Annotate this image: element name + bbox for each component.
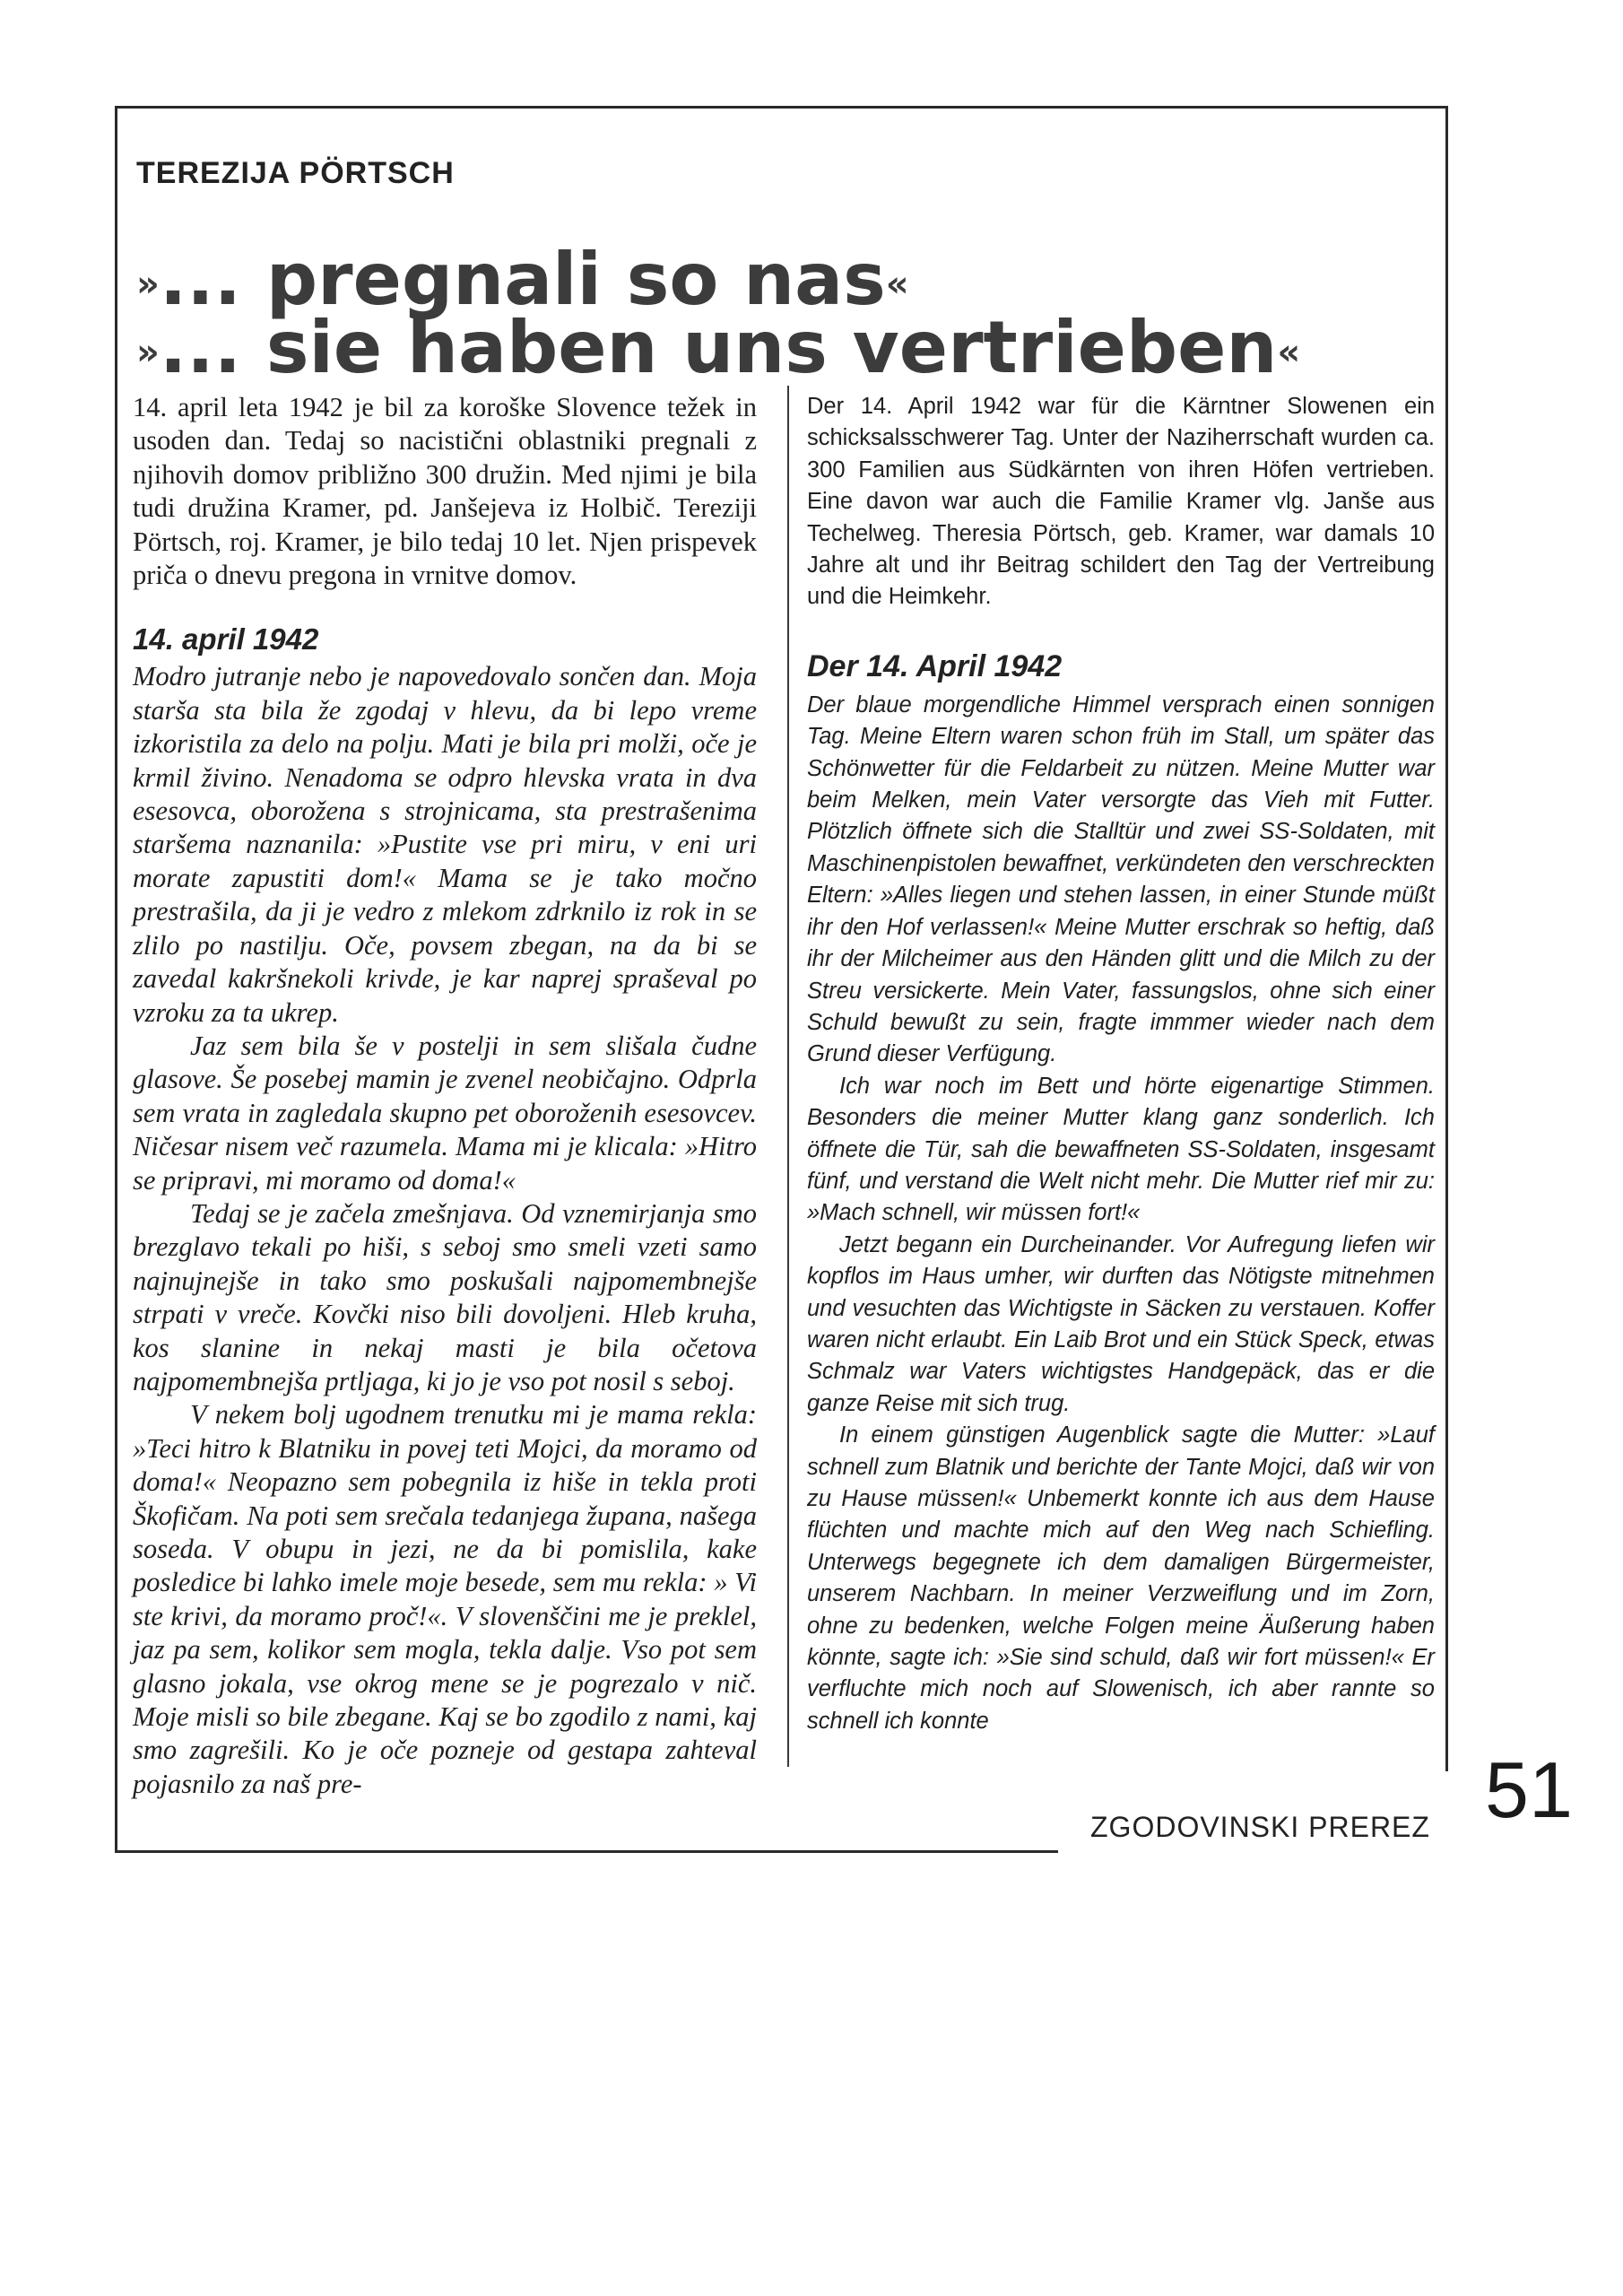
slovene-paragraph: Modro jutranje nebo je napovedovalo sončen dan. Moja starša sta bila že zgodaj v hlevu, da bi lepo vreme izkoristila za delo na polju. Mati je bila pri molži, oče je krmil živino. Nenadoma se odpro hlevska vrata in dva esesovca, oborožena s strojnicama, sta prestrašenima staršema naznanila: »Pustite vse pri miru, v eni uri morate zapustiti dom!« Mama se je tako močno prestrašila, da ji je vedro z mlekom zdrknilo iz rok in se zlilo po nastilju. Oče, povsem zbegan, na da bi se zavedal kakršnekoli krivde, je kar naprej spraševal po vzroku za ta ukrep. <box>133 661 757 1028</box>
quote-close-mark: « <box>1277 332 1301 374</box>
article-author: TEREZIJA PÖRTSCH <box>136 156 455 190</box>
slovene-paragraph: Jaz sem bila še v postelji in sem slišala čudne glasove. Še posebej mamin je zvenel neobičajno. Odprla sem vrata in zagledala skupno pet oboroženih esesovcev. Ničesar nisem več razumela. Mama mi je klicala: »Hitro se pripravi, mi moramo od doma!« <box>133 1030 757 1196</box>
slovene-paragraph: Tedaj se je začela zmešnjava. Od vznemirjanja smo brezglavo tekali po hiši, s seboj smo smeli vzeti samo najnujnejše in tako smo poskušali najpomembnejše strpati v vreče. Kovčki niso bili dovoljeni. Hleb kruha, kos slanine in nekaj masti je bila očetova najpomembnejša prtljaga, ki jo je vso pot nosil s seboj. <box>133 1197 757 1396</box>
frame-right-rule <box>1445 106 1448 1771</box>
german-paragraph: Der blaue morgendliche Himmel versprach einen sonnigen Tag. Meine Eltern waren schon früh im Stall, um später das Schönwetter für die Feldarbeit zu nützen. Meine Mutter war beim Melken, mein Vater versorgte das Vieh mit Futter. Plötzlich öffnete sich die Stalltür und zwei SS-Soldaten, mit Maschinenpistolen bewaffnet, verkündeten den verschreckten Eltern: »Alles liegen und stehen lassen, in einer Stunde müßt ihr den Hof verlassen!« Meine Mutter erschrak so heftig, daß ihr der Milcheimer aus den Händen glitt und die Milch zu der Streu versickerte. Mein Vater, fassungslos, ohne sich einer Schuld bewußt zu sein, fragte immmer wieder nach dem Grund dieser Verfügung. <box>807 691 1435 1067</box>
slovene-column <box>133 391 757 1801</box>
quote-open-mark: » <box>136 332 160 374</box>
headline-slovene-text: ... pregnali so nas <box>159 238 886 321</box>
headline-slovene <box>136 238 909 321</box>
page-number: 51 <box>1485 1745 1573 1834</box>
slovene-section-heading: 14. april 1942 <box>133 622 319 657</box>
german-paragraph: Jetzt begann ein Durcheinander. Vor Aufregung liefen wir kopflos im Haus umher, wir durften das Nötigste mitnehmen und vesuchten das Wichtigste in Säcken zu verstauen. Koffer waren nicht erlaubt. Ein Laib Brot und ein Stück Speck, etwas Schmalz war Vaters wichtigstes Handgepäck, das er die ganze Reise mit sich trug. <box>807 1231 1435 1416</box>
quote-open-mark: » <box>136 264 160 306</box>
german-section-heading: Der 14. April 1942 <box>807 648 1063 683</box>
headline-german-text: ... sie haben uns vertrieben <box>159 306 1278 389</box>
frame-top-rule <box>115 106 1448 109</box>
column-divider <box>787 386 789 1767</box>
headline-german <box>136 306 1301 389</box>
german-paragraph: In einem günstigen Augenblick sagte die Mutter: »Lauf schnell zum Blatnik und berichte der Tante Mojci, daß wir von zu Hause müssen!« Unbemerkt konnte ich aus dem Hause flüchten und machte mich auf den Weg nach Schiefling. Unterwegs begegnete ich dem damaligen Bürgermeister, unserem Nachbarn. In meiner Verzweiflung und im Zorn, ohne zu bedenken, welche Folgen meine Äußerung haben könnte, sagte ich: »Sie sind schuld, daß wir fort müssen!« Er verfluchte mich noch auf Slowenisch, ich aber rannte so schnell ich konnte <box>807 1422 1435 1734</box>
german-intro: Der 14. April 1942 war für die Kärntner Slowenen ein schicksalsschwerer Tag. Unter der Naziherrschaft wurden ca. 300 Familien aus Südkärnten von ihren Höfen vertrieben. Eine davon war auch die Familie Kramer vlg. Janše aus Techelweg. Theresia Pörtsch, geb. Kramer, war damals 10 Jahre alt und ihr Beitrag schildert den Tag der Vertreibung und die Heimkehr. <box>807 394 1435 610</box>
slovene-intro: 14. april leta 1942 je bil za koroške Slovence težek in usoden dan. Tedaj so nacistični oblastniki pregnali z njihovih domov približno 300 družin. Med njimi je bila tudi družina Kramer, pd. Janšejeva iz Holbič. Tereziji Pörtsch, roj. Kramer, je bilo tedaj 10 let. Njen prispevek priča o dnevu pregona in vrnitve domov. <box>133 392 757 591</box>
frame-bottom-rule <box>115 1850 1058 1853</box>
footer-section-name: ZGODOVINSKI PREREZ <box>1090 1811 1430 1843</box>
frame-left-rule <box>115 106 117 1853</box>
slovene-paragraph: V nekem bolj ugodnem trenutku mi je mama rekla: »Teci hitro k Blatniku in povej teti Mojci, da moramo od doma!« Neopazno sem pobegnila iz hiše in tekla proti Škofičam. Na poti sem srečala tedanjega župana, našega soseda. V obupu in jezi, ne da bi pomislila, kake posledice bi lahko imele moje besede, sem mu rekla: » Vi ste krivi, da moramo proč!«. V slovenščini me je preklel, jaz pa sem, kolikor sem mogla, tekla dalje. Vso pot sem glasno jokala, vse okrog mene se je pogrezalo v nič. Moje misli so bile zbegane. Kaj se bo zgodilo z nami, kaj smo zagrešili. Ko je oče pozneje od gestapa zahteval pojasnilo za naš pre- <box>133 1399 757 1799</box>
german-paragraph: Ich war noch im Bett und hörte eigenartige Stimmen. Besonders die meiner Mutter klang ganz sonderlich. Ich öffnete die Tür, sah die bewaffneten SS-Soldaten, insgesamt fünf, und verstand die Welt nicht mehr. Die Mutter rief mir zu: »Mach schnell, wir müssen fort!« <box>807 1073 1435 1226</box>
german-column <box>807 391 1435 1737</box>
quote-close-mark: « <box>885 264 909 306</box>
